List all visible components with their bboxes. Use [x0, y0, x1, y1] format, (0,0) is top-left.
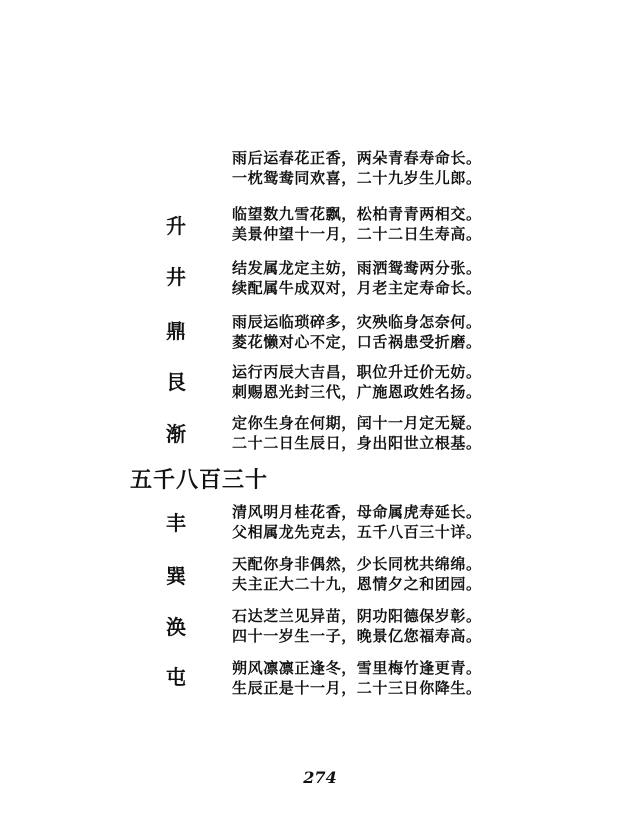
verse-line: 朔风凛凛正逢冬，雪里梅竹逢更青。	[232, 659, 482, 677]
verse-line: 结发属龙定主妨，雨洒鸳鸯两分张。	[232, 259, 482, 277]
verse-line: 夫主正大二十九，恩情夕之和团园。	[232, 575, 482, 593]
verse-block	[232, 258, 482, 298]
hexagram-name: 艮	[166, 370, 186, 394]
verse-line: 清风明月桂花香，母命属虎寿延长。	[232, 503, 482, 521]
verse-line: 美景仲望十一月，二十二日生寿高。	[232, 225, 482, 243]
verse-line: 菱花懒对心不定，口舌祸患受折磨。	[232, 333, 482, 351]
verse-line: 运行丙辰大吉昌，职位升迁价无妨。	[232, 363, 482, 381]
hexagram-name: 涣	[166, 615, 186, 639]
verse-block	[232, 554, 482, 594]
hexagram-name: 升	[166, 214, 186, 238]
verse-line: 临望数九雪花飘，松柏青青两相交。	[232, 205, 482, 223]
verse-block	[232, 502, 482, 542]
verse-line: 石达芝兰见异苗，阴功阳德保岁彰。	[232, 607, 482, 625]
verse-line: 父相属龙先克去，五千八百三十详。	[232, 523, 482, 541]
verse-line: 一枕鸳鸯同欢喜，二十九岁生儿郎。	[232, 169, 482, 187]
verse-line: 刺赐恩光封三代，广施恩政姓名扬。	[232, 383, 482, 401]
section-heading: 五千八百三十	[130, 467, 269, 493]
verse-block	[232, 148, 482, 188]
hexagram-name: 屯	[166, 665, 186, 689]
verse-block	[232, 606, 482, 646]
hexagram-name: 渐	[166, 422, 186, 446]
verse-line: 生辰正是十一月，二十三日你降生。	[232, 679, 482, 697]
verse-line: 二十二日生辰日，身出阳世立根基。	[232, 434, 482, 452]
verse-line: 雨辰运临琐碎多，灾殃临身怎奈何。	[232, 313, 482, 331]
verse-block	[232, 204, 482, 244]
verse-line: 续配属牛成双对，月老主定寿命长。	[232, 279, 482, 297]
verse-block	[232, 658, 482, 698]
hexagram-name: 鼎	[166, 319, 186, 343]
hexagram-name: 丰	[166, 511, 186, 535]
verse-line: 四十一岁生一子，晚景亿您福寿高。	[232, 627, 482, 645]
verse-block	[232, 413, 482, 453]
verse-line: 定你生身在何期，闰十一月定无疑。	[232, 414, 482, 432]
hexagram-name: 巽	[166, 564, 186, 588]
verse-line: 雨后运春花正香，两朵青春寿命长。	[232, 149, 482, 167]
hexagram-name: 井	[166, 265, 186, 289]
verse-block	[232, 312, 482, 352]
verse-block	[232, 362, 482, 402]
page-number: 274	[303, 768, 337, 787]
verse-line: 天配你身非偶然，少长同枕共绵绵。	[232, 555, 482, 573]
